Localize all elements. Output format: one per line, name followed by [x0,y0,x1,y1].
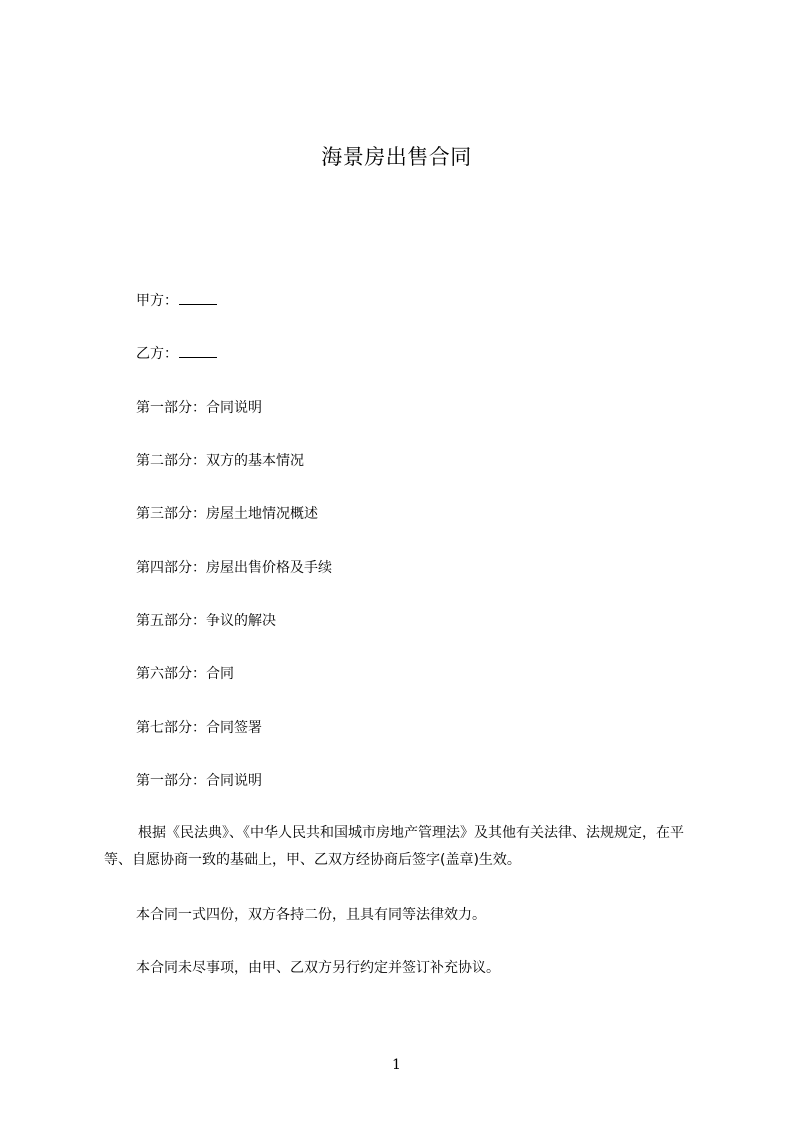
body-paragraph: 本合同未尽事项，由甲、乙双方另行约定并签订补充协议。 [136,960,500,976]
page-number: 1 [392,1057,401,1073]
section-heading: 第三部分：房屋土地情况概述 [136,506,318,522]
party-b-line [136,344,217,364]
section-heading: 第一部分：合同说明 [136,773,262,789]
party-a-line [136,291,217,311]
section-heading: 第七部分：合同签署 [136,720,262,736]
section-heading: 第五部分：争议的解决 [136,613,276,629]
party-b-blank [179,344,217,358]
section-heading: 第四部分：房屋出售价格及手续 [136,560,332,576]
page-title: 海景房出售合同 [321,145,472,169]
party-b-label: 乙方： [136,346,178,362]
party-a-label: 甲方： [136,293,178,309]
party-a-blank [179,291,217,305]
body-paragraph: 根据《民法典》、《中华人民共和国城市房地产管理法》及其他有关法律、法规规定，在平等、自愿协商一致的基础上，甲、乙双方经协商后签字(盖章)生效。 [104,825,684,868]
body-paragraph: 本合同一式四份，双方各持二份，且具有同等法律效力。 [136,907,486,923]
section-heading: 第六部分：合同 [136,666,234,682]
section-heading: 第一部分：合同说明 [136,400,262,416]
section-heading: 第二部分：双方的基本情况 [136,453,304,469]
